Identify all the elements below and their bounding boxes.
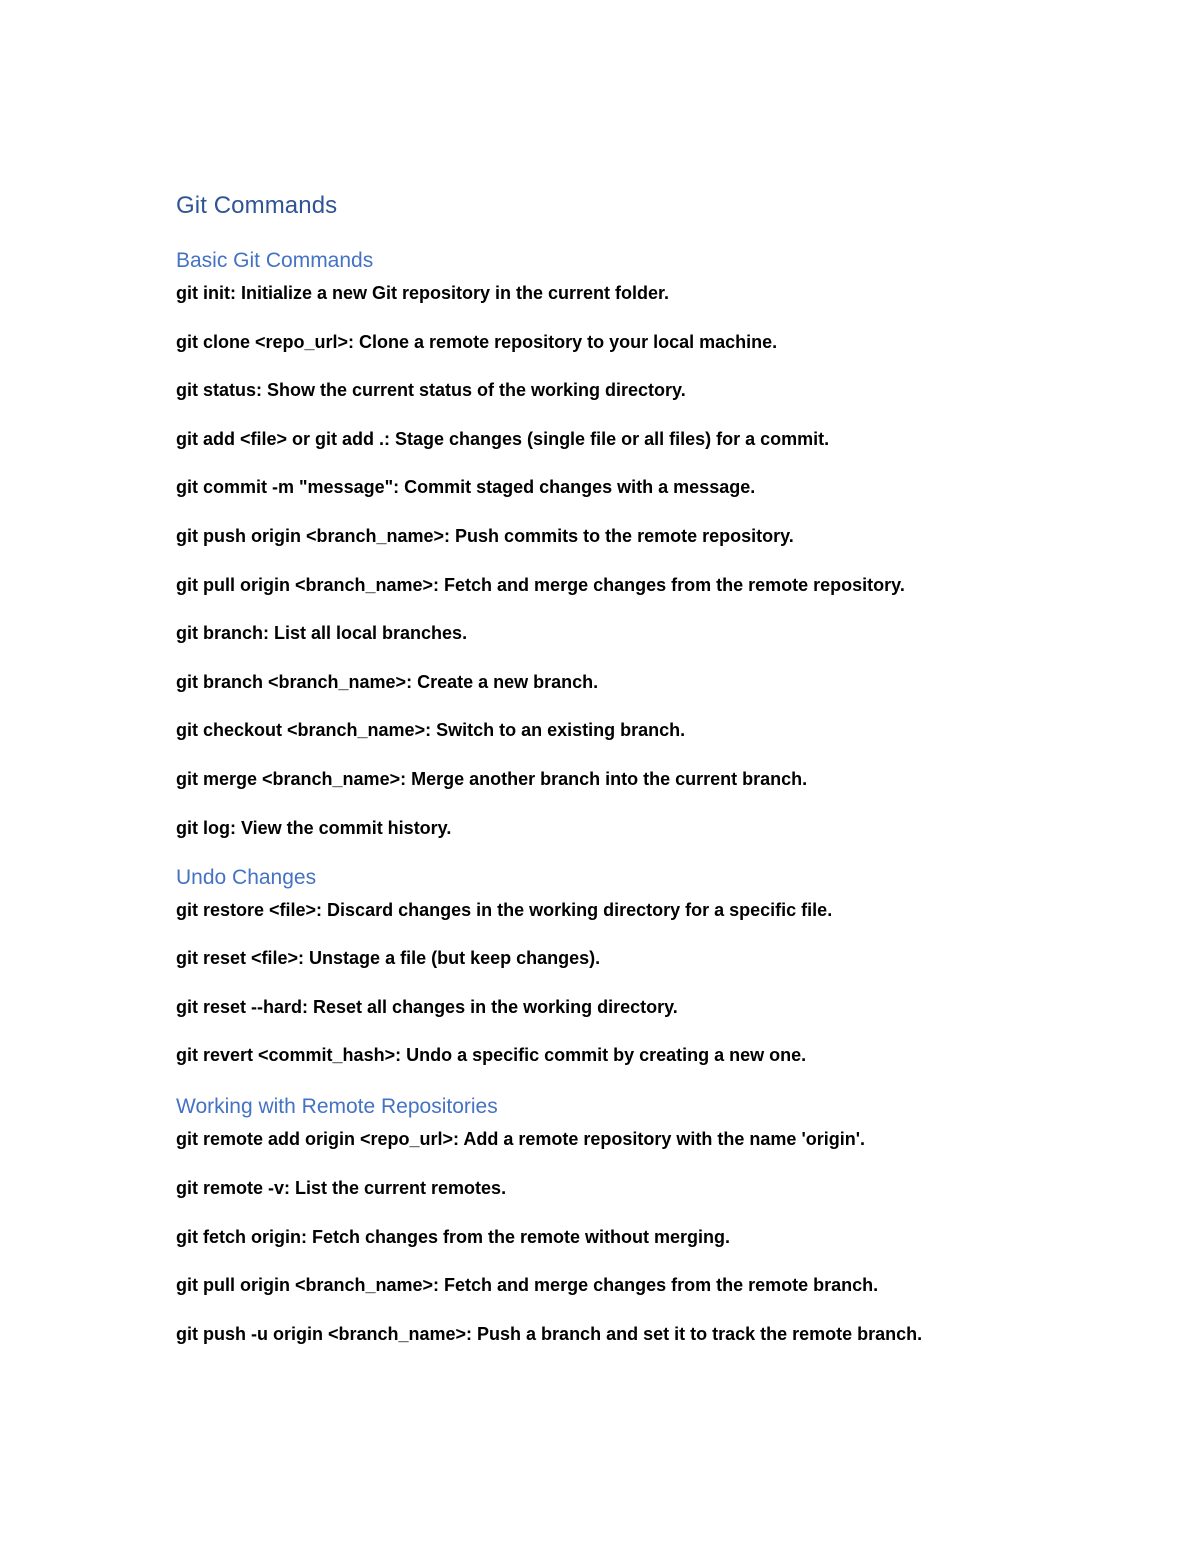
command-item: git branch: List all local branches. bbox=[176, 623, 468, 644]
command-item: git reset <file>: Unstage a file (but keep changes). bbox=[176, 948, 601, 969]
command-list bbox=[176, 281, 1136, 840]
command-item: git fetch origin: Fetch changes from the remote without merging. bbox=[176, 1226, 731, 1247]
section-heading: Working with Remote Repositories bbox=[176, 1095, 498, 1119]
command-list bbox=[176, 898, 1136, 1068]
command-item: git pull origin <branch_name>: Fetch and merge changes from the remote repository. bbox=[176, 574, 905, 595]
command-list bbox=[176, 1127, 1136, 1345]
document-content bbox=[176, 190, 1136, 1346]
command-item: git reset --hard: Reset all changes in the working directory. bbox=[176, 996, 678, 1017]
command-item: git push origin <branch_name>: Push commits to the remote repository. bbox=[176, 525, 794, 546]
command-item: git commit -m "message": Commit staged changes with a message. bbox=[176, 477, 756, 498]
section-heading: Undo Changes bbox=[176, 865, 317, 889]
command-item: git init: Initialize a new Git repository in the current folder. bbox=[176, 283, 670, 303]
command-item: git restore <file>: Discard changes in the working directory for a specific file. bbox=[176, 899, 833, 920]
command-item: git pull origin <branch_name>: Fetch and merge changes from the remote branch. bbox=[176, 1275, 879, 1296]
command-item: git branch <branch_name>: Create a new branch. bbox=[176, 671, 599, 692]
section-basic-git-commands bbox=[176, 247, 1136, 840]
section-remote-repositories bbox=[176, 1093, 1136, 1345]
command-item: git push -u origin <branch_name>: Push a branch and set it to track the remote branch. bbox=[176, 1323, 923, 1344]
command-item: git status: Show the current status of the working directory. bbox=[176, 380, 686, 401]
command-item: git checkout <branch_name>: Switch to an existing branch. bbox=[176, 720, 686, 741]
command-item: git log: View the commit history. bbox=[176, 817, 452, 838]
command-item: git add <file> or git add .: Stage changes (single file or all files) for a commit. bbox=[176, 428, 830, 449]
section-undo-changes bbox=[176, 864, 1136, 1068]
document-title: Git Commands bbox=[176, 192, 338, 219]
section-heading: Basic Git Commands bbox=[176, 249, 374, 272]
command-item: git clone <repo_url>: Clone a remote repository to your local machine. bbox=[176, 331, 778, 352]
command-item: git merge <branch_name>: Merge another branch into the current branch. bbox=[176, 768, 808, 789]
command-item: git remote -v: List the current remotes. bbox=[176, 1177, 507, 1198]
command-item: git revert <commit_hash>: Undo a specific commit by creating a new one. bbox=[176, 1045, 807, 1066]
command-item: git remote add origin <repo_url>: Add a remote repository with the name 'origin'. bbox=[176, 1129, 865, 1150]
